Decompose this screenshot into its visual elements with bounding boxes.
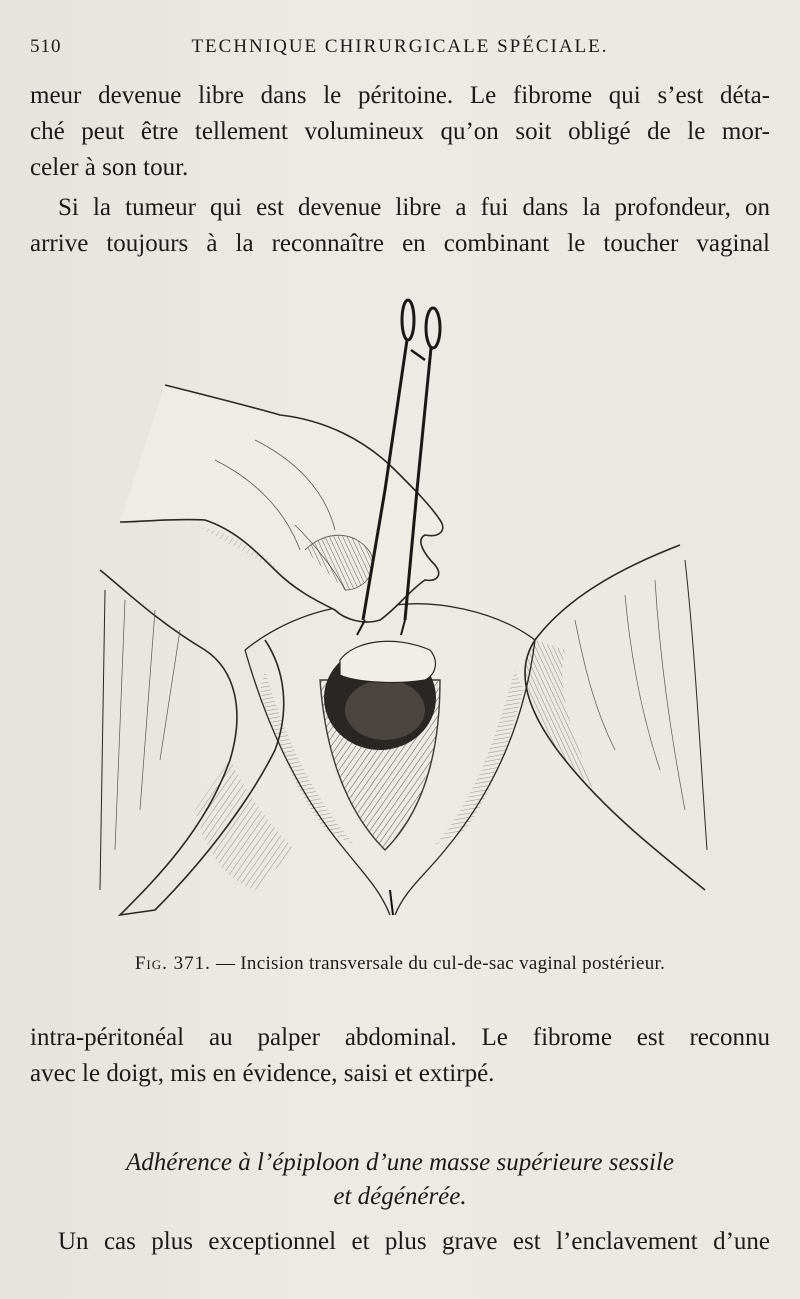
running-title: TECHNIQUE CHIRURGICALE SPÉCIALE. <box>191 36 609 57</box>
paragraph-4 <box>30 1224 770 1260</box>
paragraph-3 <box>30 1020 770 1092</box>
page-header <box>30 36 770 60</box>
vaginal-cavity <box>320 641 440 850</box>
section-heading-line-1: Adhérence à l’épiploon d’une masse supérieure sessile <box>125 1149 674 1176</box>
figure-label: Fig. 371. <box>134 953 211 974</box>
text-line: Si la tumeur qui est devenue libre a fui dans la profondeur, on <box>58 194 770 221</box>
surgical-illustration <box>95 290 715 930</box>
text-line: celer à son tour. <box>30 154 189 181</box>
left-drape <box>100 570 295 915</box>
text-line: avec le doigt, mis en évidence, saisi et extirpé. <box>30 1060 495 1087</box>
paragraph-1 <box>30 78 770 186</box>
text-line: arrive toujours à la reconnaître en combinant le toucher vaginal <box>30 230 770 257</box>
text-line: meur devenue libre dans le péritoine. Le fibrome qui s’est déta- <box>30 82 770 109</box>
figure-caption <box>30 953 770 975</box>
section-heading-line-2: et dégénérée. <box>333 1183 467 1210</box>
section-heading <box>30 1146 770 1214</box>
paragraph-2 <box>30 190 770 262</box>
page-number: 510 <box>30 36 62 57</box>
text-line: Un cas plus exceptionnel et plus grave est l’enclavement d’une <box>58 1228 770 1255</box>
right-drape <box>525 545 707 890</box>
text-line: intra-péritonéal au palper abdominal. Le fibrome est reconnu <box>30 1024 770 1051</box>
text-line: ché peut être tellement volumineux qu’on soit obligé de le mor- <box>30 118 770 145</box>
figure-caption-text: — Incision transversale du cul-de-sac vaginal postérieur. <box>210 953 666 974</box>
